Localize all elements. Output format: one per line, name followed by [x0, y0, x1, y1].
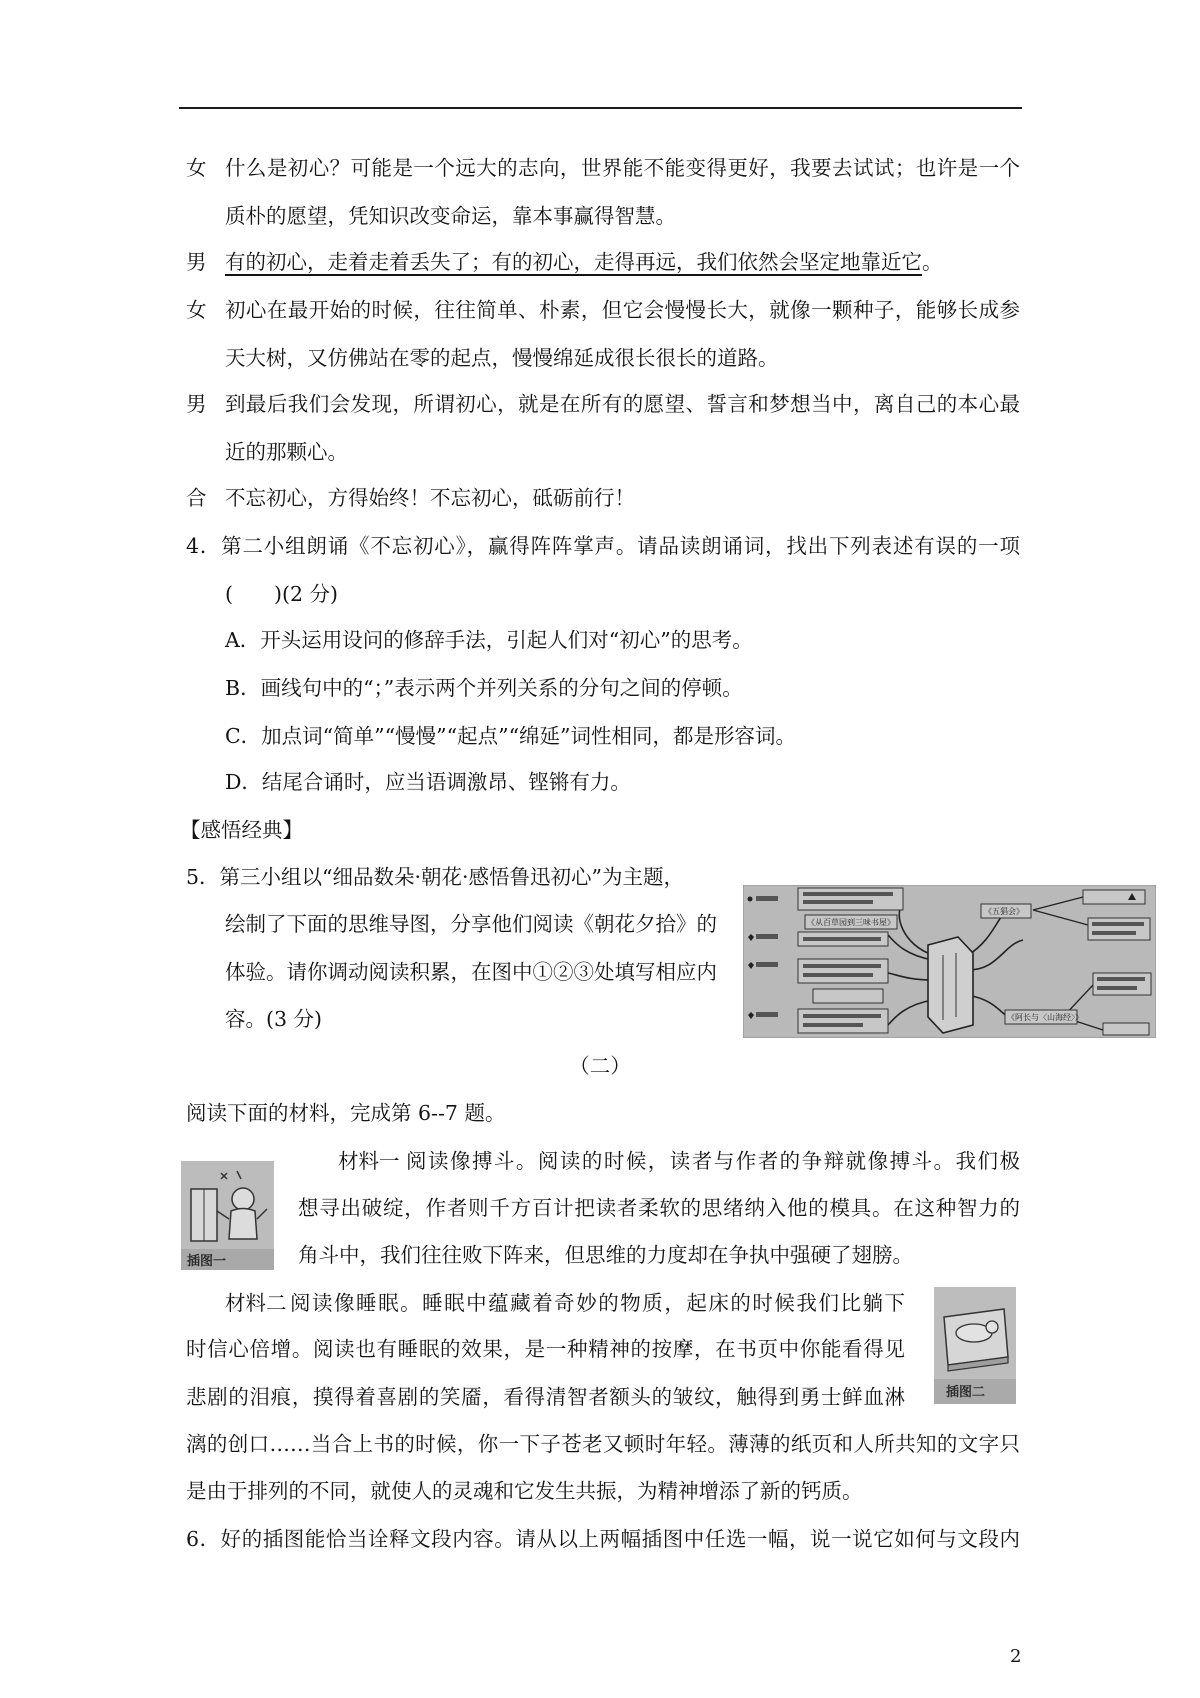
illustration-2-caption: 插图二 — [946, 1385, 986, 1400]
question-5-line: 容。(3 分) — [225, 1007, 323, 1031]
material-1-line: 阅读像搏斗。阅读的时候，读者与作者的争辩就像搏斗。我们极 — [406, 1149, 1020, 1173]
title-baicaoyuan: 《从百草园到三味书屋》 — [807, 918, 895, 927]
dialogue-line-underlined — [225, 247, 943, 277]
dialogue-line: 质朴的愿望，凭知识改变命运，靠本事赢得智慧。 — [225, 204, 676, 228]
box-text-stroke — [803, 937, 881, 941]
box-text-stroke — [1092, 922, 1144, 926]
option-d: D．结尾合诵时，应当语调激昂、铿锵有力。 — [225, 770, 631, 794]
mind-map-image — [743, 885, 1156, 1038]
box-text-stroke — [803, 964, 881, 968]
mind-map-box — [798, 888, 903, 910]
label-text-stroke — [756, 962, 778, 967]
bullet-icon — [748, 897, 753, 902]
speaker-label: 男 — [186, 250, 207, 274]
box-text-stroke — [803, 1014, 881, 1018]
part-title: （二） — [569, 1054, 631, 1078]
dialogue-line: 天大树，又仿佛站在零的起点，慢慢绵延成很长很长的道路。 — [225, 346, 779, 370]
dialogue-line: 初心在最开始的时候，往往简单、朴素，但它会慢慢长大，就像一颗种子，能够长成参 — [225, 298, 1020, 322]
dialogue-line: 不忘初心，方得始终！不忘初心，砥砺前行！ — [225, 486, 635, 510]
box-text-stroke — [803, 973, 873, 977]
material-2-line: 漓的创口……当合上书的时候，你一下子苍老又顿时年轻。薄薄的纸页和人所共知的文字只 — [186, 1432, 1020, 1456]
illustration-1-drawing — [181, 1161, 274, 1270]
speaker-label: 男 — [186, 392, 207, 416]
sentence-end: 。 — [922, 250, 943, 274]
illustration-1 — [181, 1161, 274, 1270]
blank-box — [813, 989, 883, 1003]
title-wuchanghui: 《五猖会》 — [984, 907, 1024, 916]
option-b: B．画线句中的“；”表示两个并列关系的分句之间的停顿。 — [225, 676, 743, 700]
box-text-stroke — [1097, 986, 1137, 990]
dialogue-line: 到最后我们会发现，所谓初心，就是在所有的愿望、誓言和梦想当中，离自己的本心最 — [225, 392, 1020, 416]
box-text-stroke — [1097, 977, 1145, 981]
mind-map-box — [1088, 918, 1150, 940]
box-text-stroke — [1092, 931, 1136, 935]
dialogue-line: 什么是初心？可能是一个远大的志向，世界能不能变得更好，我要去试试；也许是一个 — [225, 156, 1020, 180]
material-1-line: 想寻出破绽，作者则千方百计把读者柔软的思绪纳入他的模具。在这种智力的 — [298, 1196, 1020, 1220]
illustration-2-drawing — [934, 1287, 1016, 1404]
figure-head-icon — [232, 1188, 254, 1210]
reading-instruction: 阅读下面的材料，完成第 6--7 题。 — [186, 1101, 506, 1125]
material-2-line: 阅读像睡眠。睡眠中蕴藏着奇妙的物质，起床的时候我们比躺下 — [290, 1291, 905, 1315]
mind-map-box — [798, 959, 888, 983]
header-rule — [179, 107, 1022, 109]
label-text-stroke — [756, 1012, 778, 1017]
question-5-line: 5．第三小组以“细品数朵·朝花·感悟鲁迅初心”为主题， — [186, 865, 685, 889]
label-text-stroke — [756, 896, 778, 901]
section-heading: 【感悟经典】 — [180, 818, 303, 842]
question-5-line: 绘制了下面的思维导图，分享他们阅读《朝花夕拾》的 — [225, 912, 717, 936]
title-achang: 《阿长与〈山海经〉》 — [1007, 1013, 1083, 1022]
box-text-stroke — [803, 892, 893, 896]
speaker-label: 女 — [186, 156, 207, 180]
material-2-label: 材料二 — [225, 1291, 287, 1315]
mind-map-box — [1093, 973, 1151, 995]
option-a: A．开头运用设问的修辞手法，引起人们对“初心”的思考。 — [225, 628, 753, 652]
mind-map-drawing — [743, 885, 1156, 1038]
illustration-1-caption: 插图一 — [187, 1254, 227, 1269]
material-2-line: 是由于排列的不同，就使人的灵魂和它发生共振，为精神增添了新的钙质。 — [186, 1479, 863, 1503]
material-2-line: 时信心倍增。阅读也有睡眠的效果，是一种精神的按摩，在书页中你能看得见 — [186, 1337, 905, 1361]
question-6-stem: 6．好的插图能恰当诠释文段内容。请从以上两幅插图中任选一幅，说一说它如何与文段内 — [186, 1527, 1020, 1551]
box-text-stroke — [803, 900, 873, 904]
underlined-sentence: 有的初心，走着走着丢失了；有的初心，走得再远，我们依然会坚定地靠近它 — [225, 250, 922, 274]
blank-box — [1083, 890, 1145, 904]
blank-box — [1103, 1023, 1149, 1035]
page-number: 2 — [1010, 1646, 1022, 1667]
dialogue-line: 近的那颗心。 — [225, 440, 348, 464]
question-4-stem: 4．第二小组朗诵《不忘初心》，赢得阵阵掌声。请品读朗诵词，找出下列表述有误的一项 — [186, 534, 1020, 558]
label-text-stroke — [756, 934, 778, 939]
central-book-icon — [928, 937, 973, 1033]
mind-map-box — [798, 1009, 888, 1033]
sleeping-head-icon — [986, 1321, 998, 1333]
option-c: C．加点词“简单”“慢慢”“起点”“绵延”词性相同，都是形容词。 — [225, 724, 797, 748]
material-1-line: 角斗中，我们往往败下阵来，但思维的力度却在争执中强硬了翅膀。 — [298, 1243, 913, 1267]
figure-body-icon — [229, 1209, 257, 1240]
answer-blank: ( )(2 分) — [225, 582, 339, 606]
box-text-stroke — [803, 1023, 863, 1027]
material-1-label: 材料一 — [338, 1149, 400, 1173]
question-5-line: 体验。请你调动阅读积累，在图中①②③处填写相应内 — [225, 960, 717, 984]
illustration-2 — [934, 1287, 1016, 1404]
material-2-line: 悲剧的泪痕，摸得着喜剧的笑靥，看得清智者额头的皱纹，触得到勇士鲜血淋 — [186, 1385, 905, 1409]
speaker-label: 女 — [186, 298, 207, 322]
speaker-label: 合 — [186, 486, 207, 510]
